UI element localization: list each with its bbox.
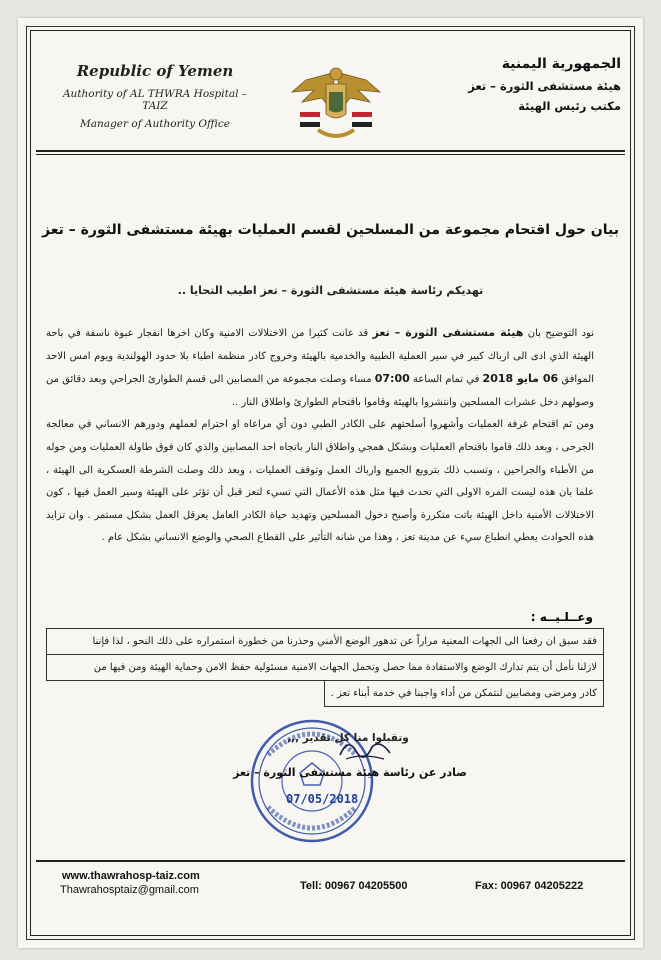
conclusion-box xyxy=(46,628,604,707)
footer-email: Thawrahosptaiz@gmail.com xyxy=(60,884,199,896)
footer-telephone: Tell: 00967 04205500 xyxy=(300,880,408,892)
header-en-country: Republic of Yemen xyxy=(76,62,234,80)
statement-body xyxy=(46,322,594,550)
p1-text-3: مساء وصلت مجموعة من المصابين الى قسم الطوارئ الجراحي وبعد دقائق من وصولهم دخل عشرات المسلحين وانتشروا بالهيئة وقاموا باقتحام الطوارئ واطلاق النار .. xyxy=(46,374,594,408)
conclusion-heading: وعــلـيــه : xyxy=(530,610,593,624)
footer-fax: Fax: 00967 04205222 xyxy=(475,880,584,892)
header-en-authority: Authority of AL THWRA Hospital – TAIZ xyxy=(62,88,248,112)
header-divider-thin xyxy=(36,154,625,155)
conclusion-line-1: فقد سبق ان رفعنا الى الجهات المعنية مراراً عن تدهور الوضع الأمني وحذرنا من خطورة استمراره على ذلك النحو ، لذا فإننا xyxy=(46,628,604,655)
statement-title: بيان حول اقتحام مجموعة من المسلحين لقسم العمليات بهيئة مستشفى الثورة – تعز xyxy=(42,222,619,238)
conclusion-line-3: كادر ومرضى ومصابين لنتمكن من أداء واجبنا في خدمة أبناء تعز . xyxy=(324,681,604,707)
footer-divider xyxy=(36,860,625,862)
header-arabic xyxy=(461,56,621,113)
issuer-line: صادر عن رئاسة هيئة مستشفى الثورة – تعز xyxy=(233,766,467,779)
paragraph-1 xyxy=(46,322,594,414)
header-divider xyxy=(36,150,625,152)
p1-hospital-name: هيئة مستشفى الثورة – تعز xyxy=(372,326,524,339)
conclusion-line-2: لازلنا نأمل أن يتم تدارك الوضع والاستفادة مما حصل وتحمل الجهات الامنية مسئولية حفظ الامن وحماية الهيئة ومن فيها من xyxy=(46,655,604,681)
footer-website: www.thawrahosp-taiz.com xyxy=(62,870,200,882)
header-english xyxy=(50,62,260,130)
p1-date: 06 مايو 2018 xyxy=(482,372,559,386)
p1-prefix: نود التوضيح بان xyxy=(527,328,594,339)
p1-text: قد عانت كثيرا من الاختلالات الامنية وكان اخرها انفجار عبوة ناسفة في باحة الهيئة الذي ادى الى ارباك كبير في سير العملية الطبية والخدمية بالهيئة وخروج كادر منظمة اطباء بلا حدود الهولندية ويوم امس الاحد الموافق xyxy=(46,328,594,386)
header-ar-authority: هيئة مستشفى الثورة – تعز xyxy=(468,79,621,93)
header-en-office: Manager of Authority Office xyxy=(80,118,230,130)
closing-regards: وتقبلوا منا كل تقدير ,,, xyxy=(287,732,409,744)
paragraph-2: ومن ثم اقتحام غرفة العمليات وأشهروا أسلحتهم على الكادر الطبي دون أي مراعاه او احترام لعملهم ودورهم الانساني في معالجة الجرحى ، وبعد ذلك قاموا باقتحام العمليات وبشكل همجي واطلاق النار باتجاه احد المصابين والذي كان فوق طاولة العمليات ومن حوله من الأطباء والجراحين ، وتسبب ذلك بترويع الجميع وارباك العمل وتوقف العمليات ، وبعد ذلك وصلت الشرطة العسكرية الى الهيئة ، علما بان هذه ليست المره الاولى التي تحدث فيها مثل هذه الأعمال التي تسيء لتعز قبل أن تؤثر على الهيئة وسير العمل فيها ، كون الاختلالات الأمنية داخل الهيئة باتت متكررة وأصبح دخول المسلحين وتهديد حياة الكادر العامل يعرقل العمل بشكل مستمر . وان تزايد هذه الحوادث يعطي انطباع سيء عن مدينة تعز ، وهذا من شانه التأثير على القطاع الصحي والوضع الانساني بشكل عام . xyxy=(46,419,594,544)
yemen-eagle-emblem-icon xyxy=(288,62,384,146)
stamp-date: 07/05/2018 xyxy=(286,792,359,806)
header-ar-office: مكتب رئيس الهيئة xyxy=(518,99,621,113)
header-ar-country: الجمهورية اليمنية xyxy=(501,56,621,72)
p1-time: 07:00 xyxy=(374,372,410,386)
greeting-line: تهديكم رئاسة هيئة مستشفى الثورة – تعز اطيب التحايا .. xyxy=(177,284,484,297)
p1-text-2: في تمام الساعة xyxy=(412,374,480,386)
